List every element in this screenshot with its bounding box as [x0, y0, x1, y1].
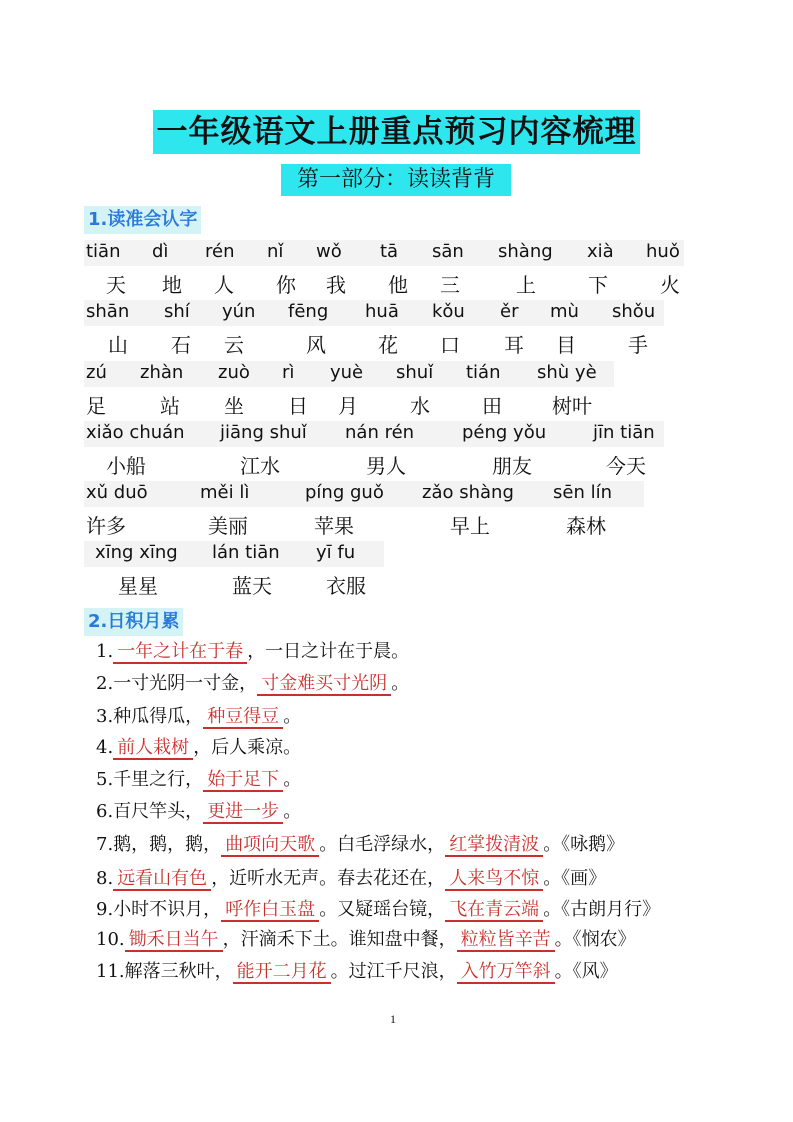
- section-heading-sayings: 2.日积月累: [84, 608, 183, 636]
- pinyin: yuè: [330, 362, 364, 383]
- hanzi: 花: [378, 333, 398, 357]
- saying-answer: 远看山有色: [113, 868, 211, 891]
- hanzi: 朋友: [492, 454, 532, 478]
- hanzi: 你: [276, 273, 296, 297]
- pinyin: shí: [164, 301, 190, 322]
- saying-text: 一寸光阴一寸金，: [113, 673, 258, 694]
- pinyin: xǔ duō: [86, 482, 148, 503]
- pinyin: wǒ: [316, 241, 342, 262]
- saying-text: 种瓜得瓜，: [113, 706, 204, 727]
- pinyin: dì: [152, 241, 169, 262]
- saying-answer: 寸金难买寸光阴: [257, 673, 391, 696]
- saying-answer: 曲项向天歌: [221, 834, 319, 857]
- saying-answer: 红掌拨清波: [445, 834, 543, 857]
- hanzi: 石: [171, 333, 191, 357]
- saying-number: 5.: [96, 769, 114, 790]
- hanzi: 早上: [450, 514, 490, 538]
- pinyin: xià: [587, 241, 614, 262]
- pinyin: zǎo shàng: [422, 482, 514, 503]
- hanzi: 苹果: [314, 514, 354, 538]
- pinyin: sān: [432, 241, 464, 262]
- hanzi: 星星: [118, 574, 158, 598]
- pinyin: tián: [466, 362, 501, 383]
- hanzi: 蓝天: [232, 574, 272, 598]
- hanzi: 三: [440, 273, 460, 297]
- saying-text: 。《咏鹅》: [543, 834, 625, 855]
- hanzi: 口: [440, 333, 460, 357]
- saying-number: 11.: [96, 961, 125, 982]
- pinyin: tiān: [86, 241, 121, 262]
- saying-answer: 一年之计在于春: [113, 641, 247, 664]
- pinyin: zhàn: [140, 362, 184, 383]
- hanzi: 目: [556, 333, 576, 357]
- pinyin: tā: [380, 241, 399, 262]
- hanzi: 坐: [224, 394, 244, 418]
- hanzi: 火: [660, 273, 680, 297]
- pinyin: xiǎo chuán: [86, 422, 185, 443]
- hanzi: 站: [160, 394, 180, 418]
- saying-answer: 锄禾日当午: [125, 929, 223, 952]
- hanzi: 许多: [86, 514, 126, 538]
- hanzi: 耳: [504, 333, 524, 357]
- hanzi: 山: [108, 333, 128, 357]
- pinyin: zuò: [218, 362, 250, 383]
- saying-line: [96, 864, 606, 894]
- saying-line: [96, 830, 624, 860]
- hanzi: 足: [86, 394, 106, 418]
- pinyin: huā: [365, 301, 399, 322]
- pinyin: péng yǒu: [462, 422, 547, 443]
- saying-number: 10.: [96, 929, 125, 950]
- saying-answer: 人来鸟不惊: [445, 868, 543, 891]
- saying-text: 。《风》: [554, 961, 618, 982]
- hanzi: 今天: [606, 454, 646, 478]
- pinyin: shàng: [498, 241, 553, 262]
- hanzi: 下: [588, 273, 608, 297]
- pinyin: shān: [86, 301, 130, 322]
- saying-text: ，一日之计在于晨。: [247, 641, 410, 662]
- saying-number: 4.: [96, 737, 114, 758]
- pinyin: shuǐ: [396, 362, 434, 383]
- saying-text: 。过江千尺浪，: [330, 961, 457, 982]
- hanzi: 衣服: [326, 574, 366, 598]
- saying-text: 。《画》: [543, 868, 607, 889]
- pinyin: mù: [550, 301, 579, 322]
- saying-answer: 入竹万竿斜: [457, 961, 555, 984]
- section-heading-literacy: 1.读准会认字: [84, 206, 201, 234]
- saying-number: 9.: [96, 899, 114, 920]
- hanzi: 江水: [240, 454, 280, 478]
- saying-number: 7.: [96, 834, 114, 855]
- saying-text: ，汗滴禾下土。谁知盘中餐，: [222, 929, 457, 950]
- pinyin: shǒu: [612, 301, 656, 322]
- saying-text: 。: [283, 801, 302, 822]
- saying-answer: 始于足下: [203, 769, 283, 792]
- saying-text: ，后人乘凉。: [193, 737, 302, 758]
- saying-answer: 能开二月花: [233, 961, 331, 984]
- saying-line: [96, 925, 636, 955]
- saying-line: [96, 637, 409, 667]
- page-subtitle: 第一部分：读读背背: [281, 164, 511, 196]
- saying-text: 鹅，鹅，鹅，: [113, 834, 222, 855]
- saying-line: [96, 895, 660, 925]
- saying-answer: 飞在青云端: [445, 899, 543, 922]
- saying-line: [96, 669, 409, 699]
- hanzi: 月: [338, 394, 358, 418]
- pinyin: kǒu: [432, 301, 465, 322]
- pinyin: zú: [86, 362, 107, 383]
- saying-text: ，近听水无声。春去花还在，: [211, 868, 446, 889]
- saying-text: 。《古朗月行》: [543, 899, 661, 920]
- saying-line: [96, 797, 301, 827]
- saying-text: 。《悯农》: [554, 929, 636, 950]
- pinyin: píng guǒ: [305, 482, 384, 503]
- hanzi: 小船: [106, 454, 146, 478]
- hanzi: 天: [106, 273, 126, 297]
- hanzi: 水: [410, 394, 430, 418]
- pinyin: yī fu: [316, 542, 356, 563]
- hanzi: 云: [224, 333, 244, 357]
- saying-answer: 更进一步: [203, 801, 283, 824]
- pinyin: sēn lín: [553, 482, 612, 503]
- pinyin: xīng xīng: [95, 542, 178, 563]
- saying-number: 2.: [96, 673, 114, 694]
- pinyin: ěr: [500, 301, 519, 322]
- pinyin: jīn tiān: [593, 422, 655, 443]
- hanzi: 上: [516, 273, 536, 297]
- hanzi: 日: [288, 394, 308, 418]
- saying-text: 百尺竿头，: [113, 801, 204, 822]
- saying-line: [96, 957, 618, 987]
- saying-answer: 前人栽树: [113, 737, 193, 760]
- saying-number: 8.: [96, 868, 114, 889]
- pinyin: nǐ: [267, 241, 284, 262]
- saying-number: 1.: [96, 641, 114, 662]
- pinyin: yún: [222, 301, 256, 322]
- saying-text: 。: [283, 706, 302, 727]
- hanzi: 人: [214, 273, 234, 297]
- saying-answer: 种豆得豆: [203, 706, 283, 729]
- saying-line: [96, 733, 301, 763]
- hanzi: 男人: [366, 454, 406, 478]
- saying-line: [96, 702, 301, 732]
- saying-number: 6.: [96, 801, 114, 822]
- pinyin: rì: [282, 362, 295, 383]
- pinyin: huǒ: [646, 241, 680, 262]
- pinyin: lán tiān: [212, 542, 280, 563]
- saying-text: 。又疑瑶台镜，: [319, 899, 446, 920]
- page-number: 1: [390, 1012, 396, 1026]
- saying-text: 。: [391, 673, 410, 694]
- hanzi: 我: [326, 273, 346, 297]
- pinyin: rén: [205, 241, 235, 262]
- pinyin: fēng: [288, 301, 329, 322]
- saying-answer: 呼作白玉盘: [221, 899, 319, 922]
- saying-text: 。: [283, 769, 302, 790]
- saying-text: 千里之行，: [113, 769, 204, 790]
- hanzi: 美丽: [208, 514, 248, 538]
- page-title: 一年级语文上册重点预习内容梳理: [153, 110, 640, 154]
- pinyin: nán rén: [345, 422, 415, 443]
- hanzi: 地: [162, 273, 182, 297]
- hanzi: 树叶: [552, 394, 592, 418]
- hanzi: 风: [306, 333, 326, 357]
- pinyin: měi lì: [200, 482, 250, 503]
- hanzi: 田: [482, 394, 502, 418]
- pinyin: shù yè: [537, 362, 597, 383]
- saying-text: 。白毛浮绿水，: [319, 834, 446, 855]
- pinyin: jiāng shuǐ: [220, 422, 307, 443]
- saying-line: [96, 765, 301, 795]
- saying-text: 解落三秋叶，: [124, 961, 233, 982]
- hanzi: 手: [628, 333, 648, 357]
- hanzi: 森林: [566, 514, 606, 538]
- hanzi: 他: [388, 273, 408, 297]
- saying-answer: 粒粒皆辛苦: [457, 929, 555, 952]
- saying-number: 3.: [96, 706, 114, 727]
- saying-text: 小时不识月，: [113, 899, 222, 920]
